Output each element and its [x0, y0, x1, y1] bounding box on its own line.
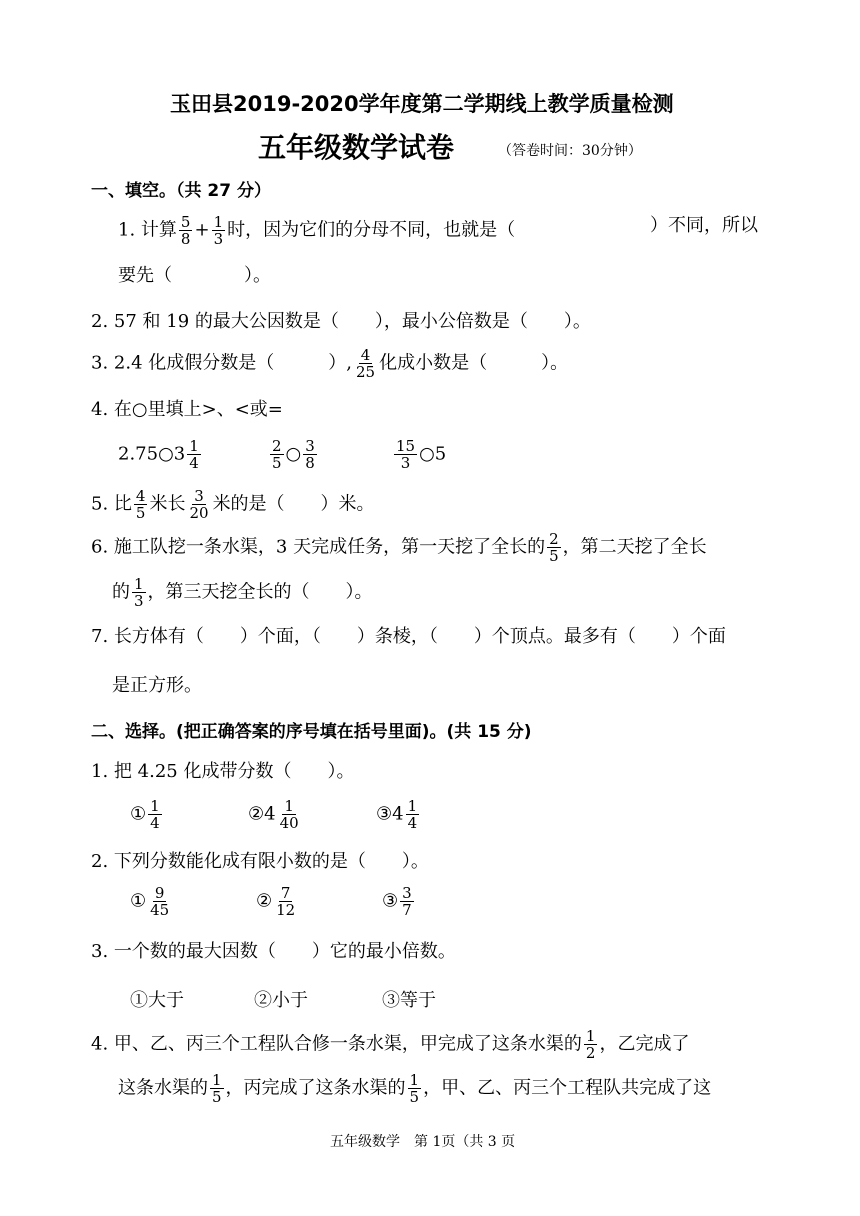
fraction: $\frac{15}{3}$ [396, 437, 416, 472]
s2-q4-line2: 这条水渠的 $\frac{1}{5}$ ，丙完成了这条水渠的 $\frac{1}{5}$ ，甲、乙、丙三个工程队共完成了这 [118, 1071, 712, 1106]
s1-q1-line1: 1. 计算 $\frac{5}{8}$ + $\frac{1}{3}$ 时，因为它们的分母不同，也就是（ [118, 213, 516, 248]
q1-text-a: 计算 [140, 219, 177, 241]
time-note: （答卷时间：30分钟） [498, 143, 642, 159]
s1-q4-compare3: $\frac{15}{3}$ ○5 [396, 437, 447, 472]
s1-q7-line2: 是正方形。 [112, 675, 202, 696]
fraction: $\frac{1}{3}$ [213, 213, 224, 248]
s1-q5: 5. 比 $\frac{4}{5}$ 米长 $\frac{3}{20}$ 米的是（ ）米。 [91, 487, 375, 522]
s1-q4-compare2: $\frac{2}{5}$ ○ $\frac{3}{8}$ [272, 437, 315, 472]
q1-text-b: 时，因为它们的分母不同，也就是（ [227, 219, 516, 241]
s2-q2-option1: ① $\frac{9}{45}$ [130, 884, 170, 919]
q1-text-c: ）不同，所以 [650, 215, 758, 236]
s1-q2: 2. 57 和 19 的最大公因数是（ ），最小公倍数是（ ）。 [91, 311, 591, 332]
s2-q3-option2: ②小于 [254, 990, 308, 1011]
s2-q1: 1. 把 4.25 化成带分数（ ）。 [91, 761, 355, 782]
s2-q3-option3: ③等于 [382, 990, 436, 1011]
fraction: $\frac{5}{8}$ [180, 213, 191, 248]
s2-q1-option1: ① $\frac{1}{4}$ [130, 797, 160, 832]
s1-q4: 4. 在○里填上>、<或= [91, 399, 283, 420]
question-number: 1. [118, 219, 136, 241]
fraction: $\frac{4}{5}$ [135, 487, 146, 522]
s2-q3-option1: ①大于 [130, 990, 184, 1011]
fraction: $\frac{2}{5}$ [272, 437, 282, 472]
fraction: $\frac{3}{8}$ [305, 437, 315, 472]
fraction: $\frac{3}{20}$ [189, 487, 209, 522]
s2-q2-option2: ② $\frac{7}{12}$ [256, 884, 296, 919]
s2-q2-option3: ③ $\frac{3}{7}$ [382, 884, 412, 919]
s1-q6-line2: 的 $\frac{1}{3}$ ，第三天挖全长的（ ）。 [112, 575, 373, 610]
s1-q4-compare1: 2.75○3 $\frac{1}{4}$ [118, 437, 199, 472]
page-footer: 五年级数学 第 1页（共 3 页 [330, 1134, 516, 1150]
fraction: $\frac{1}{3}$ [134, 575, 144, 610]
s1-q7-line1: 7. 长方体有（ ）个面，（ ）条棱，（ ）个顶点。最多有（ ）个面 [91, 626, 726, 647]
s1-q3: 3. 2.4 化成假分数是（ ）, $\frac{4}{25}$ 化成小数是（ ）。 [91, 346, 569, 381]
s2-q1-option3: ③4 $\frac{1}{4}$ [376, 797, 418, 832]
s1-q6-line1: 6. 施工队挖一条水渠，3 天完成任务，第一天挖了全长的 $\frac{2}{5}$ ，第二天挖了全长 [91, 530, 707, 565]
s2-q1-option2: ②4 $\frac{1}{40}$ [248, 797, 299, 832]
s2-q4-line1: 4. 甲、乙、丙三个工程队合修一条水渠，甲完成了这条水渠的 $\frac{1}{2}$ ，乙完成了 [91, 1027, 690, 1062]
s2-q2: 2. 下列分数能化成有限小数的是（ ）。 [91, 851, 429, 872]
s2-q3: 3. 一个数的最大因数（ ）它的最小倍数。 [91, 941, 456, 962]
exam-title-line1: 玉田县2019-2020学年度第二学期线上教学质量检测 [170, 92, 674, 116]
section1-heading: 一、填空。（共 27 分） [91, 181, 271, 201]
s1-q1-line2: 要先（ ）。 [118, 265, 271, 286]
exam-title-line2: 五年级数学试卷 [258, 131, 455, 164]
fraction: $\frac{4}{25}$ [356, 346, 376, 381]
section2-heading: 二、选择。(把正确答案的序号填在括号里面)。(共 15 分) [91, 722, 532, 742]
fraction: $\frac{2}{5}$ [549, 530, 559, 565]
fraction: $\frac{1}{4}$ [189, 437, 199, 472]
